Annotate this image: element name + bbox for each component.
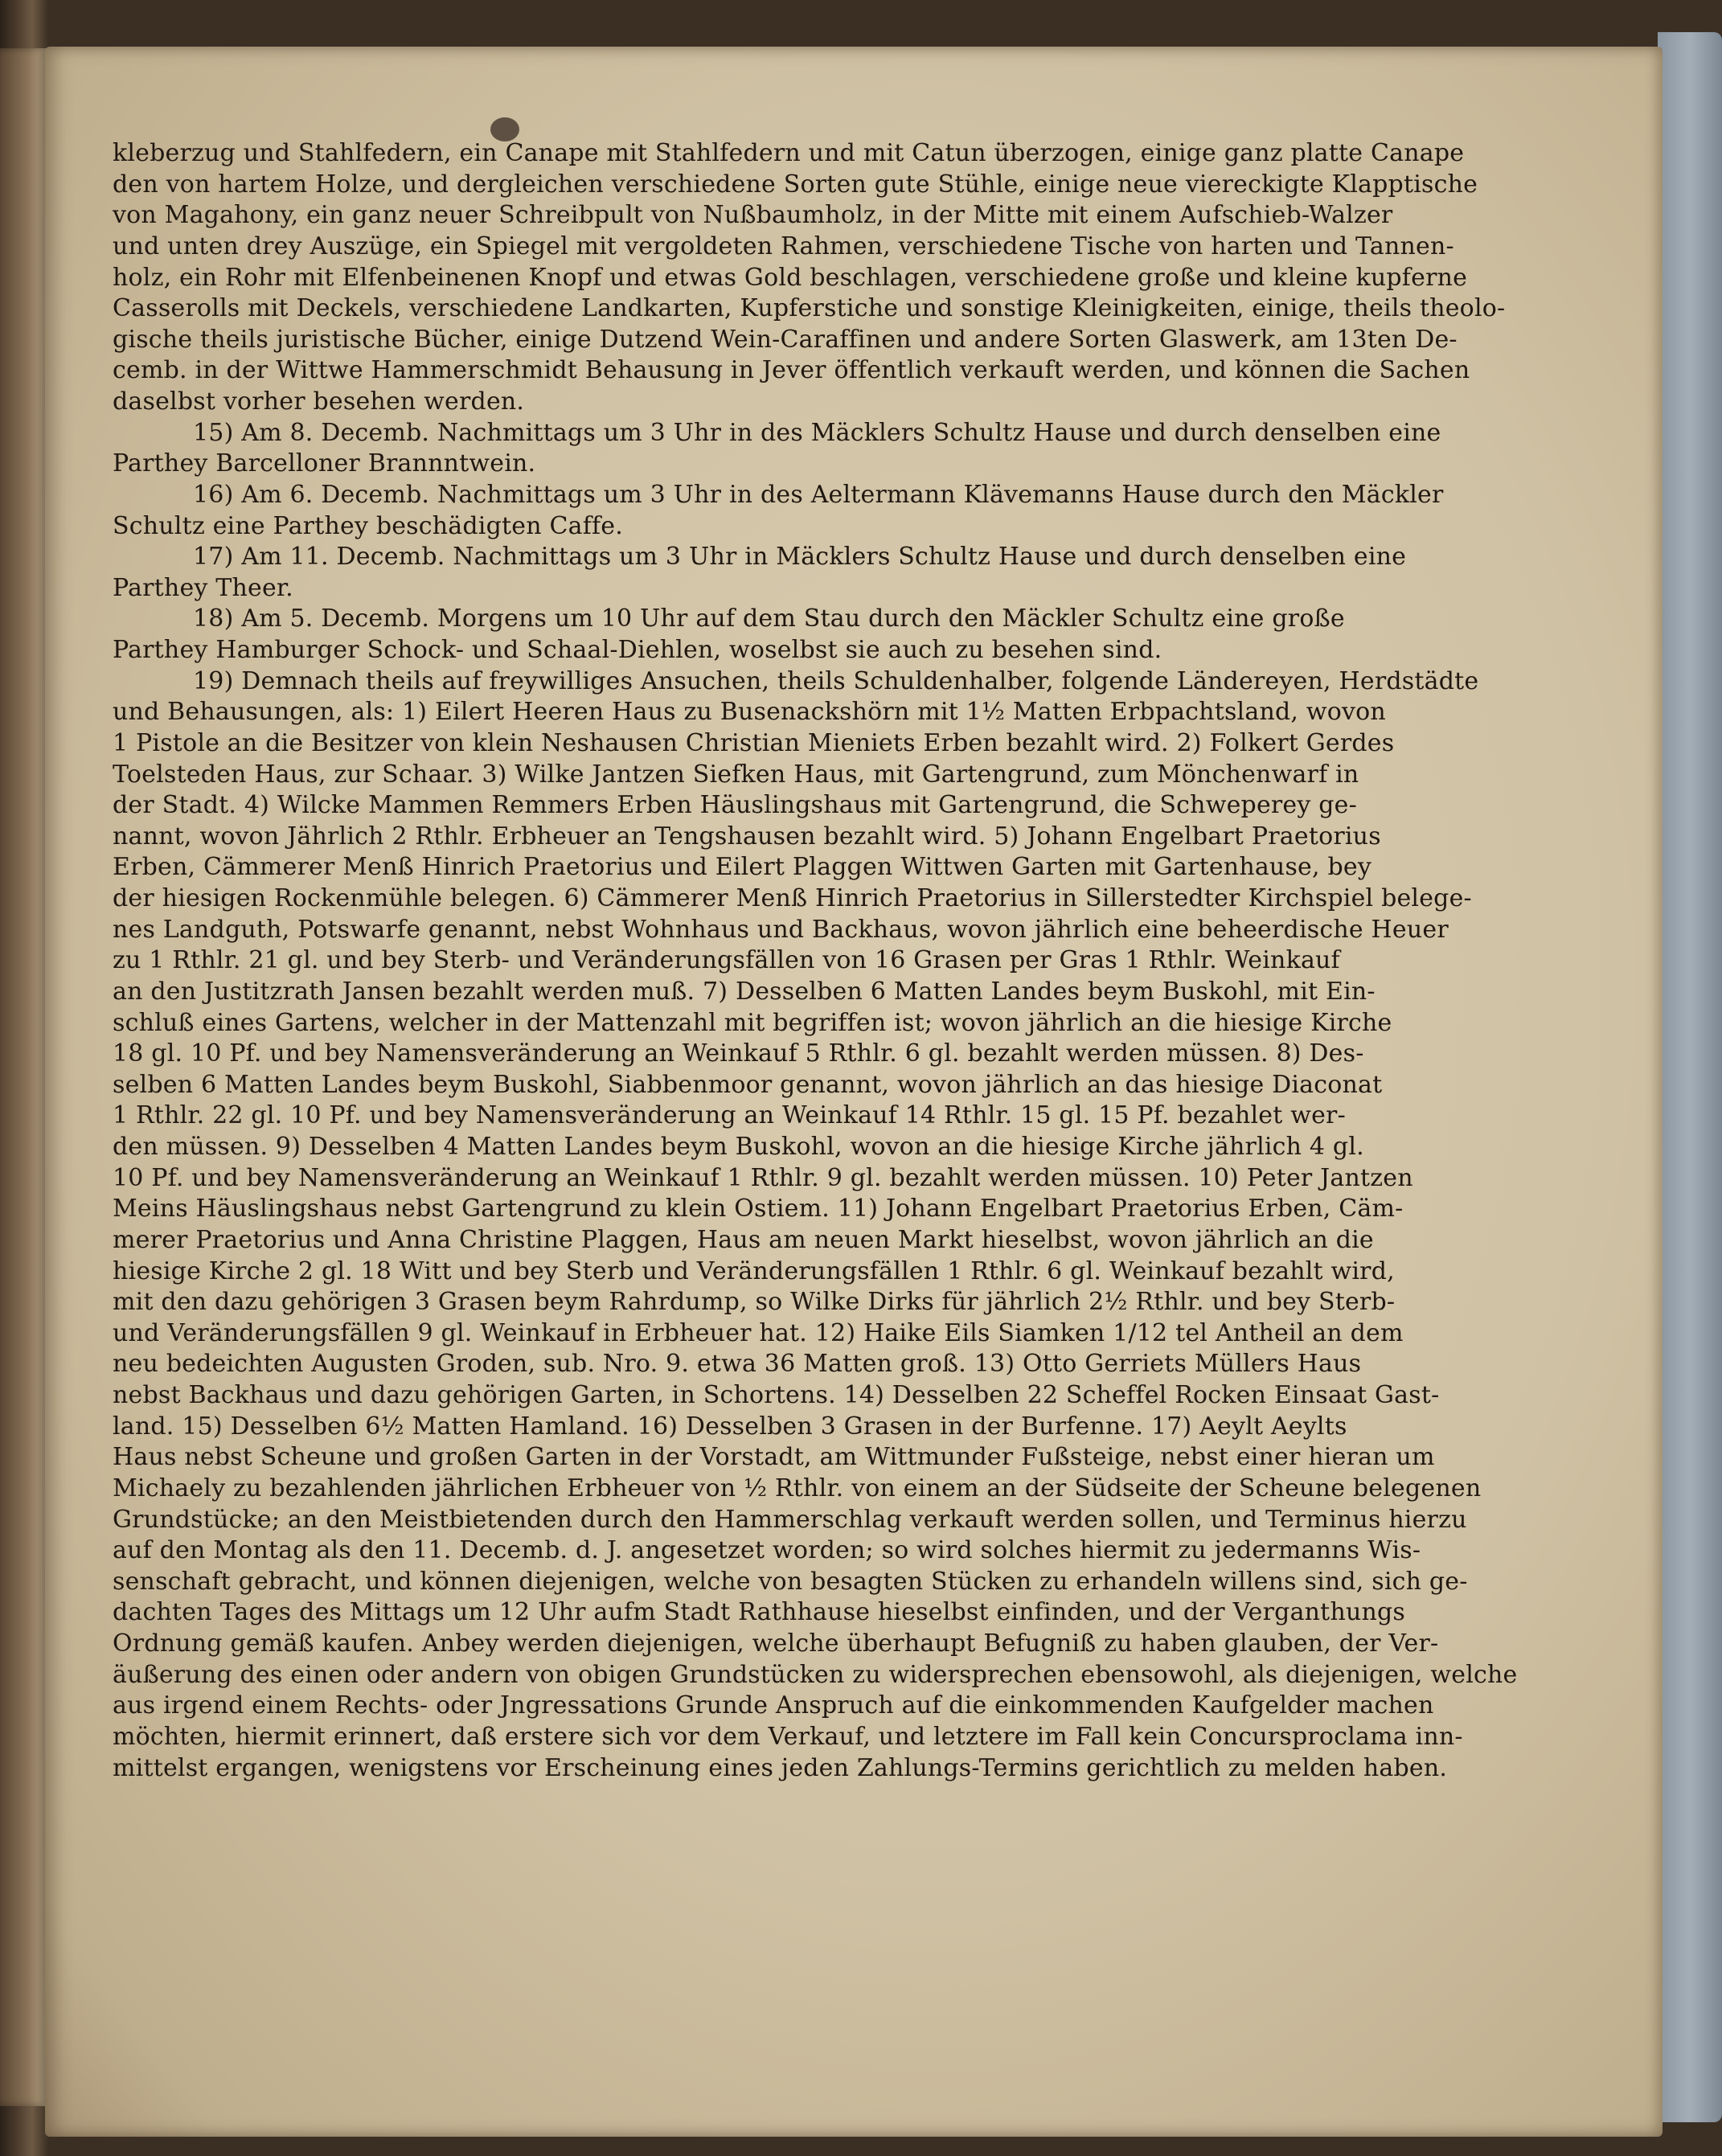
text-line: an den Justitzrath Jansen bezahlt werden muß. 7) Desselben 6 Matten Landes beym Buskohl, mit Ein- <box>113 977 1376 1006</box>
text-line: gische theils juristische Bücher, einige Dutzend Wein-Caraffinen und andere Sorten Glaswerk, am 13ten De- <box>113 325 1458 354</box>
text-line: aus irgend einem Rechts- oder Jngressations Grunde Anspruch auf die einkommenden Kaufgelder machen <box>113 1691 1434 1720</box>
text-line: Parthey Hamburger Schock- und Schaal-Diehlen, woselbst sie auch zu besehen sind. <box>113 636 1162 664</box>
text-line: 15) Am 8. Decemb. Nachmittags um 3 Uhr in des Mäcklers Schultz Hause und durch denselben eine <box>193 418 1441 447</box>
text-line: Grundstücke; an den Meistbietenden durch den Hammerschlag verkauft werden sollen, und Terminus hierzu <box>113 1505 1467 1534</box>
text-line: den müssen. 9) Desselben 4 Matten Landes beym Buskohl, wovon an die hiesige Kirche jährlich 4 gl. <box>113 1133 1364 1161</box>
text-line: Haus nebst Scheune und großen Garten in der Vorstadt, am Wittmunder Fußsteige, nebst einer hieran um <box>113 1443 1435 1472</box>
text-line: holz, ein Rohr mit Elfenbeinenen Knopf und etwas Gold beschlagen, verschiedene große und kleine kupferne <box>113 263 1468 292</box>
text-line: 19) Demnach theils auf freywilliges Ansuchen, theils Schuldenhalber, folgende Ländereyen, Herdstädte <box>193 666 1479 695</box>
text-line: Toelsteden Haus, zur Schaar. 3) Wilke Jantzen Siefken Haus, mit Gartengrund, zum Mönchenwarf in <box>113 760 1359 789</box>
left-page-edge <box>0 48 47 2106</box>
text-line: Casserolls mit Deckels, verschiedene Landkarten, Kupferstiche und sonstige Kleinigkeiten, einige, theils theolo- <box>113 294 1506 323</box>
text-line: 18) Am 5. Decemb. Morgens um 10 Uhr auf dem Stau durch den Mäckler Schultz eine große <box>193 605 1345 633</box>
text-line: Ordnung gemäß kaufen. Anbey werden diejenigen, welche überhaupt Befugniß zu haben glauben, der Ver- <box>113 1629 1439 1658</box>
text-line: senschaft gebracht, und können diejenigen, welche von besagten Stücken zu erhandeln willens sind, sich ge- <box>113 1567 1468 1596</box>
text-line: Meins Häuslingshaus nebst Gartengrund zu klein Ostiem. 11) Johann Engelbart Praetorius Erben, Cäm- <box>113 1195 1404 1224</box>
text-line: der hiesigen Rockenmühle belegen. 6) Cämmerer Menß Hinrich Praetorius in Sillerstedter Kirchspiel belege- <box>113 884 1472 912</box>
text-line: äußerung des einen oder andern von obigen Grundstücken zu widersprechen ebensowohl, als diejenigen, welche <box>113 1660 1518 1689</box>
text-line: 1 Rthlr. 22 gl. 10 Pf. und bey Namensveränderung an Weinkauf 14 Rthlr. 15 gl. 15 Pf. bezahlet wer- <box>113 1101 1346 1130</box>
text-line: und Behausungen, als: 1) Eilert Heeren Haus zu Busenackshörn mit 1½ Matten Erbpachtsland, wovon <box>113 698 1386 727</box>
text-line: Schultz eine Parthey beschädigten Caffe. <box>113 511 623 540</box>
text-line: von Magahony, ein ganz neuer Schreibpult von Nußbaumholz, in der Mitte mit einem Aufschieb-Walzer <box>113 201 1393 230</box>
text-line: schluß eines Gartens, welcher in der Mattenzahl mit begriffen ist; wovon jährlich an die hiesige Kirche <box>113 1008 1392 1037</box>
text-line: zu 1 Rthlr. 21 gl. und bey Sterb- und Veränderungsfällen von 16 Grasen per Gras 1 Rthlr. Weinkauf <box>113 946 1340 975</box>
text-line: Erben, Cämmerer Menß Hinrich Praetorius und Eilert Plaggen Wittwen Garten mit Gartenhause, bey <box>113 853 1371 882</box>
text-line: Michaely zu bezahlenden jährlichen Erbheuer von ½ Rthlr. von einem an der Südseite der Scheune belegenen <box>113 1474 1482 1502</box>
text-line: mit den dazu gehörigen 3 Grasen beym Rahrdump, so Wilke Dirks für jährlich 2½ Rthlr. und bey Sterb- <box>113 1288 1396 1317</box>
cover-edge <box>1658 32 1722 2122</box>
text-line: cemb. in der Wittwe Hammerschmidt Behausung in Jever öffentlich verkauft werden, und können die Sachen <box>113 356 1470 385</box>
text-line: kleberzug und Stahlfedern, ein Canape mit Stahlfedern und mit Catun überzogen, einige ganz platte Canape <box>113 139 1465 167</box>
text-line: mittelst ergangen, wenigstens vor Erscheinung eines jeden Zahlungs-Termins gerichtlich zu melden haben. <box>113 1753 1448 1782</box>
text-line: nes Landguth, Potswarfe genannt, nebst Wohnhaus und Backhaus, wovon jährlich eine beheerdische Heuer <box>113 915 1449 944</box>
text-line: 10 Pf. und bey Namensveränderung an Weinkauf 1 Rthlr. 9 gl. bezahlt werden müssen. 10) Peter Jantzen <box>113 1163 1413 1192</box>
text-line: land. 15) Desselben 6½ Matten Hamland. 16) Desselben 3 Grasen in der Burfenne. 17) Aeylt Aeylts <box>113 1412 1347 1441</box>
text-line: 16) Am 6. Decemb. Nachmittags um 3 Uhr in des Aeltermann Klävemanns Hause durch den Mäckler <box>193 480 1444 509</box>
text-line: Parthey Theer. <box>113 573 293 602</box>
text-line: möchten, hiermit erinnert, daß erstere sich vor dem Verkauf, und letztere im Fall kein Concursproclama inn- <box>113 1722 1463 1751</box>
text-line: und Veränderungsfällen 9 gl. Weinkauf in Erbheuer hat. 12) Haike Eils Siamken 1/12 tel Antheil an dem <box>113 1318 1404 1347</box>
text-line: auf den Montag als den 11. Decemb. d. J. angesetzet worden; so wird solches hiermit zu jedermanns Wis- <box>113 1536 1421 1565</box>
text-line: daselbst vorher besehen werden. <box>113 387 525 416</box>
text-line: der Stadt. 4) Wilcke Mammen Remmers Erben Häuslingshaus mit Gartengrund, die Schweperey ge- <box>113 791 1357 820</box>
text-line: hiesige Kirche 2 gl. 18 Witt und bey Sterb und Veränderungsfällen 1 Rthlr. 6 gl. Weinkauf bezahlt wird, <box>113 1256 1395 1285</box>
text-line: Parthey Barcelloner Brannntwein. <box>113 449 536 478</box>
text-line: und unten drey Auszüge, ein Spiegel mit vergoldeten Rahmen, verschiedene Tische von harten und Tannen- <box>113 232 1454 260</box>
text-line: 18 gl. 10 Pf. und bey Namensveränderung an Weinkauf 5 Rthlr. 6 gl. bezahlt werden müssen. 8) Des- <box>113 1039 1364 1068</box>
text-line: nannt, wovon Jährlich 2 Rthlr. Erbheuer an Tengshausen bezahlt wird. 5) Johann Engelbart Praetorius <box>113 822 1381 851</box>
text-line: neu bedeichten Augusten Groden, sub. Nro. 9. etwa 36 Matten groß. 13) Otto Gerriets Müllers Haus <box>113 1350 1362 1379</box>
text-line: dachten Tages des Mittags um 12 Uhr aufm Stadt Rathhause hieselbst einfinden, und der Verganthungs <box>113 1598 1406 1627</box>
text-line: den von hartem Holze, und dergleichen verschiedene Sorten gute Stühle, einige neue viereckigte Klapptische <box>113 170 1478 199</box>
text-line: 17) Am 11. Decemb. Nachmittags um 3 Uhr in Mäcklers Schultz Hause und durch denselben eine <box>193 543 1407 572</box>
text-line: nebst Backhaus und dazu gehörigen Garten, in Schortens. 14) Desselben 22 Scheffel Rocken Einsaat Gast- <box>113 1381 1440 1409</box>
text-line: selben 6 Matten Landes beym Buskohl, Siabbenmoor genannt, wovon jährlich an das hiesige Diaconat <box>113 1070 1383 1099</box>
text-line: 1 Pistole an die Besitzer von klein Neshausen Christian Mieniets Erben bezahlt wird. 2) Folkert Gerdes <box>113 728 1395 757</box>
text-line: merer Praetorius und Anna Christine Plaggen, Haus am neuen Markt hieselbst, wovon jährlich an die <box>113 1225 1374 1254</box>
page-text <box>113 138 1577 1784</box>
